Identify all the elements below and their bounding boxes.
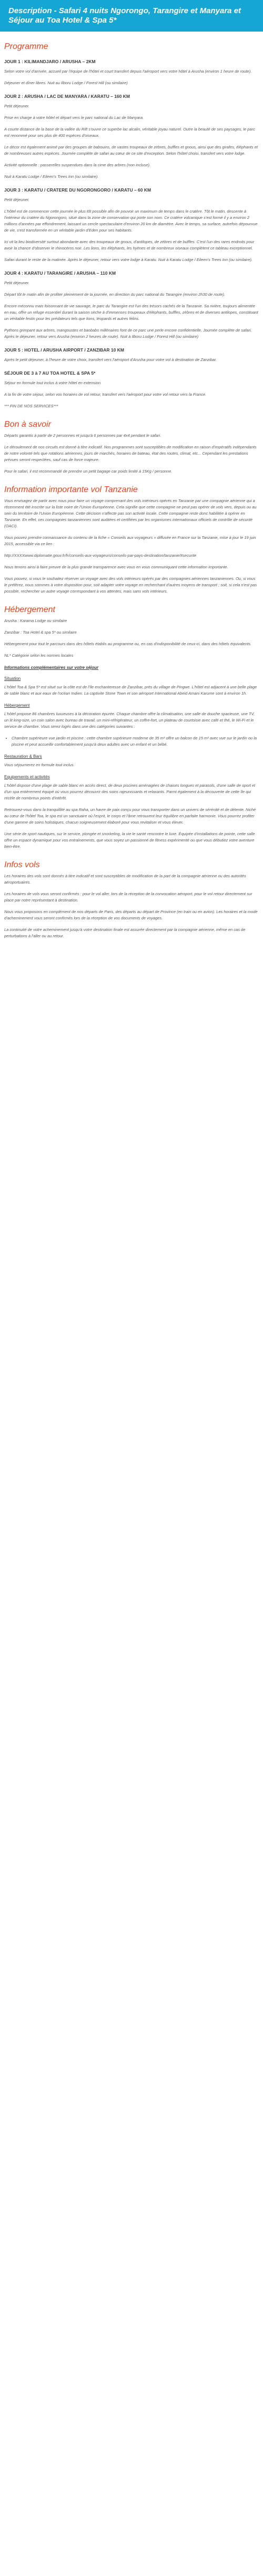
day-paragraph: Le décor est également animé par des groupes de babouins, de vastes troupeaux de zèbres, buffles et gnous, ainsi que des girafes, éléphants et de nombreuses autres espèces. Journée complète de safari au cœur de ce site d'exception. Selon l'hôtel choisi, transfert vers votre lodge.: [4, 145, 258, 156]
info-importante-text: Vous pouvez prendre connaissance du contenu de la fiche « Conseils aux voyageurs » diffusée en France sur la Tanzanie, mise à jour le 19 juin 2015, accessible via ce lien :: [4, 535, 256, 546]
day-title: JOUR 5 : HOTEL / ARUSHA AIRPORT / ZANZIBAR 10 KM: [4, 347, 124, 353]
day-paragraph: Prise en charge à votre hôtel et départ vers le parc national du Lac de Manyara.: [4, 115, 144, 120]
day-paragraph: Nuit à Karatu Lodge / Eileen's Trees Inn (ou similaire).: [4, 174, 99, 179]
hebergement-text: Hébergement pour tout le parcours dans des hôtels établis au programme ou, en cas d'indisponibilité de ceux-ci, dans des hôtels équivalents.: [4, 642, 252, 646]
infos-vols-title: Infos vols: [4, 860, 40, 869]
day-paragraph: L'hôtel est de commencer cette journée le plus tôt possible afin de pouvoir un maximum de temps dans le cratère. Tôt le matin, descente à l'intérieur du cratère du Ngorongoro, situé dans la zone de conservation qui porte son nom. Ce cratère volcanique s'est formé il y a environ 2 millions d'années par effondrement, laissant un cercle spectaculaire d'environ 20 km de diamètre. Avec le temps, sa surface, autrefois dépourvue de vie, s'est transformée en un véritable jardin d'Eden pour ses habitants.: [4, 209, 258, 233]
day-title: JOUR 2 : ARUSHA / LAC DE MANYARA / KARATU – 160 KM: [4, 94, 130, 99]
hebergement-subtitle: Hébergement: [4, 703, 30, 708]
complementary-title: Informations complémentaires sur votre séjour: [4, 665, 99, 670]
infos-vols-text: Les horaires des vols sont donnés à titre indicatif et sont susceptibles de modification de la part de la compagnie aérienne ou des autorités aéroportuaires.: [4, 874, 246, 885]
situation-title: Situation: [4, 676, 21, 681]
itinerary: [4, 59, 259, 398]
day-paragraph: Activité optionnelle : passerelles suspendues dans la cime des arbres (non incluse).: [4, 163, 151, 167]
situation-text: L'hôtel Toa & Spa 5* est situé sur la côte est de l'île enchanteresse de Zanzibar, près du village de Pingwe. L'hôtel est adjacent à une belle plage de sable blanc et aux eaux de l'océan Indien. La captivite Stone Town et son aéroport International Abeid Amani Karume sont à environ 1h.: [4, 685, 257, 696]
hebergement-text: Arusha : Karama Lodge ou similaire: [4, 618, 67, 623]
day-paragraph: Séjour en formule tout inclus à votre hôtel en extension.: [4, 380, 102, 385]
programme-title: Programme: [4, 42, 48, 51]
day-paragraph: A la fin de votre séjour, selon vos horaires de vol retour, transfert vers l'aéroport pour votre vol retour vers la France.: [4, 392, 207, 397]
equipements-text: L'hôtel dispose d'une plage de sable blanc en accès direct, de deux piscines aménagées de chaises longues et parasols, d'une salle de sport et d'un spa entièrement équipé où vous pourrez découvrir des soins rajeunissants et relaxants. Parmi également à la découverte de cette île qui recèle de nombreux points d'intérêt.: [4, 783, 256, 800]
hebergement-text: NL* Catégorie selon les normes locales: [4, 653, 74, 658]
day-title: JOUR 1 : KILIMANDJARO / ARUSHA – 2KM: [4, 59, 96, 64]
day-block: [4, 270, 259, 340]
day-block: [4, 187, 259, 263]
day-title: JOUR 3 : KARATU / CRATERE DU NGORONGORO / KARATU – 60 KM: [4, 187, 151, 193]
info-importante-text: Nous tenons ainsi à faire preuve de la plus grande transparence avec vous en vous communiquant cette information importante.: [4, 565, 228, 569]
info-link[interactable]: http://XXXXwww.diplomatie.gouv.fr/fr/conseils-aux-voyageurs/conseils-par-pays-destination/tanzanie/#securite: [4, 553, 197, 558]
day-block: [4, 370, 259, 398]
day-paragraph: Pythons grimpant aux arbres, mangoustes et baobabs millénaires font de ce parc une perle encore confidentielle. Journée complète de safari. Après le déjeuner, retour vers Arusha (environ 2 heures de route). Nuit à Ilboru Lodge / Forest Hill (ou similaire): [4, 328, 252, 339]
infos-vols-text: Nous vous proposons en complément de nos départs de Paris, des départs au départ de Province (en train ou en avion). Les horaires et la mode d'acheminement vous seront confirmés lors de la réception de vos documents de voyages.: [4, 909, 258, 920]
info-importante-text: Vous envisagez de partir avec nous pour faire un voyage comprenant des vols intérieurs opérés en Tanzanie par une compagnie aérienne qui a récemment été inscrite sur la liste noire de l'Union Européenne. Cela signifie que cette compagnie ne peut pas opérer de vols vers, depuis ou au sein du territoire de l'Union Européenne. Cette décision n'affecte pas son activité locale. Cette compagnie reste donc habilitée à opérer en Tanzanie. En effet, ces compagnies tanzaniennes sont auditées et certifiées par les organismes internationaux officiels de contrôle de sécurité (OACI).: [4, 498, 257, 528]
day-paragraph: Petit déjeuner.: [4, 104, 30, 108]
equipements-title: Equipements et activités: [4, 775, 50, 779]
spa-text: Retrouvez-vous dans la tranquillité au spa Raha, un havre de paix conçu pour vous transporter dans un univers de sérénité et de détente. Niché au cœur de l'hôtel Toa, le spa est un sanctuaire où l'esprit, le corps et l'âme retrouvent leur équilibre en parfaite harmonie. Vous pourrez profiter d'une gamme de soins holistiques, chacun soigneusement élaboré pour vous revitaliser et vous élever.: [4, 807, 256, 825]
bon-a-savoir-text: Départs garantis à partir de 2 personnes et jusqu'à 6 personnes par 4x4 pendant le safari.: [4, 433, 161, 438]
day-paragraph: Déjeuner et dîner libres. Nuit au Ilboru Lodge / Forest Hill (ou similaire): [4, 81, 128, 85]
day-paragraph: Encore méconnu mais foisonnant de vie sauvage, le parc du Tarangire est l'un des trésors cachés de la Tanzanie. Sa rivière, toujours alimentée en eau, offre un refuge essentiel durant la saison sèche à d'immenses troupeaux d'éléphants, buffles, zèbres et de diverses antilopes, constituant un véritable festin pour les prédateurs tels que lions, léopards et autres félins.: [4, 304, 258, 321]
day-block: [4, 94, 259, 180]
hebergement-title: Hébergement: [4, 605, 55, 614]
page: [0, 0, 263, 951]
day-title: SÉJOUR DE 3 à 7 AU TOA HOTEL & SPA 5*: [4, 370, 96, 376]
room-list: [12, 735, 259, 748]
day-paragraph: A courte distance de la base de la vallée du Rift s'ouvre ce superbe lac alcalin, véritable joyau naturel. Outre la beauté de ses paysages, le parc est renommé pour ses plus de 400 espèces d'oiseaux.: [4, 127, 255, 138]
day-paragraph: Ici vit la lieu biodiversité surtout abondante avec des troupeaux de gnous, d'antilopes, de zèbres et de buffles. C'est l'un des rares endroits pour avoir la chance d'observer le rhinocéros noir. Les lions, les éléphants, les hyènes et de nombreux oiseaux complètent ce tableau exceptionnel.: [4, 239, 255, 250]
day-paragraph: Petit déjeuner.: [4, 197, 30, 202]
infos-vols-text: Les horaires de vols vous seront confirmés : pour le vol aller, lors de la réception de la convocation aéroport, pour le vol retour directement sur place par notre représentant à destination.: [4, 891, 252, 903]
restauration-title: Restauration & Bars: [4, 754, 42, 759]
day-paragraph: Départ tôt le matin afin de profiter pleinement de la journée, en direction du parc national du Tarangire (environ 2h30 de route).: [4, 292, 225, 297]
day-paragraph: Selon votre vol d'arrivée, accueil par l'équipe de l'hôtel et court transfert depuis l'aéroport vers votre hôtel à Arusha (environ 1 heure de route).: [4, 69, 252, 74]
day-block: [4, 59, 259, 86]
info-importante-text: Vous pouvez, si vous le souhaitez réserver un voyage avec des vols intérieurs opérés par des compagnies aériennes tanzaniennes. Ou, si vous le préférez, nous sommes à votre disposition pour, soit adapter votre voyage en recherchant d'autres moyens de transport ; soit, si cela n'est pas possible, rechercher un autre voyage correspondant à vos attentes, mais sans vols intérieurs.: [4, 576, 257, 594]
no-services-note: *** FIN DE NOS SERVICES***: [4, 404, 58, 408]
day-paragraph: Après le petit déjeuner, à l'heure de votre choix, transfert vers l'aéroport d'Arusha pour votre vol à destination de Zanzibar.: [4, 357, 217, 362]
bon-a-savoir-title: Bon à savoir: [4, 420, 51, 429]
day-title: JOUR 4 : KARATU / TARANGIRE / ARUSHA – 110 KM: [4, 270, 116, 276]
bon-a-savoir-text: Le déroulement de nos circuits est donné à titre indicatif. Nos programmes sont susceptibles de modification en raison d'impératifs indépendants de notre volonté tels que rotations aériennes, jours de marchés, horaires de bateau, état des routes, climat, etc... Cependant les prestations prévues seront respectées, sauf cas de force majeure.: [4, 445, 257, 462]
club-text: Une série de sport nautiques, sur le service, plongée et snorkeling, la vie le santé rencontre le luxe. Équipée d'installations de pointe, cette salle offre un espace dynamique pour vos entraînements, que vous soyez un passionné de fitness expérimenté ou que vous débutiez votre aventure bien-être.: [4, 831, 255, 849]
page-title: Description - Safari 4 nuits Ngorongo, Tarangire et Manyara et Séjour au Toa Hotel & Spa 5*: [8, 6, 241, 25]
day-paragraph: Petit déjeuner.: [4, 280, 30, 285]
header-banner: [0, 0, 263, 32]
hebergement-detail-text: L'hôtel propose 86 chambres luxueuses à la décoration épurée. Chaque chambre offre la climatisation, une salle de douche spacieuse, une TV, un lit king-size, un coin salon avec bureau de travail, un mini-réfrigérateur, un coffre-fort, un plateau de courtoisie avec café et thé, le Wi-Fi et le service de chambre. Vous serez logés dans une des catégories suivantes :: [4, 711, 255, 729]
infos-vols-text: La continuité de votre acheminement jusqu'à votre destination finale est assurée directement par la compagnie aérienne, même en cas de perturbations à l'aller ou au retour.: [4, 927, 246, 938]
day-block: [4, 347, 259, 363]
list-item: • Chambre supérieure vue jardin et piscine : cette chambre supérieure moderne de 35 m² offre un balcon de 15 m² avec vue sur le jardin ou la piscine et peut accueillir confortablement jusqu'à deux adultes avec un enfant et un bébé.: [12, 735, 259, 748]
bon-a-savoir-text: Pour le safari, il est recommandé de prendre un petit bagage car poids limité à 15Kg / personne.: [4, 469, 173, 474]
hebergement-text: Zanzibar : Toa Hotel & spa 5* ou similaire: [4, 630, 77, 635]
info-importante-title: Information importante vol Tanzanie: [4, 485, 138, 494]
restauration-text: Vous séjournerez en formule tout inclus.: [4, 763, 75, 767]
day-paragraph: Safari durant le reste de la matinée. Après le déjeuner, retour vers votre lodge à Karatu. Nuit à Karatu Lodge / Eileen's Trees Inn (ou similaire).: [4, 257, 253, 262]
